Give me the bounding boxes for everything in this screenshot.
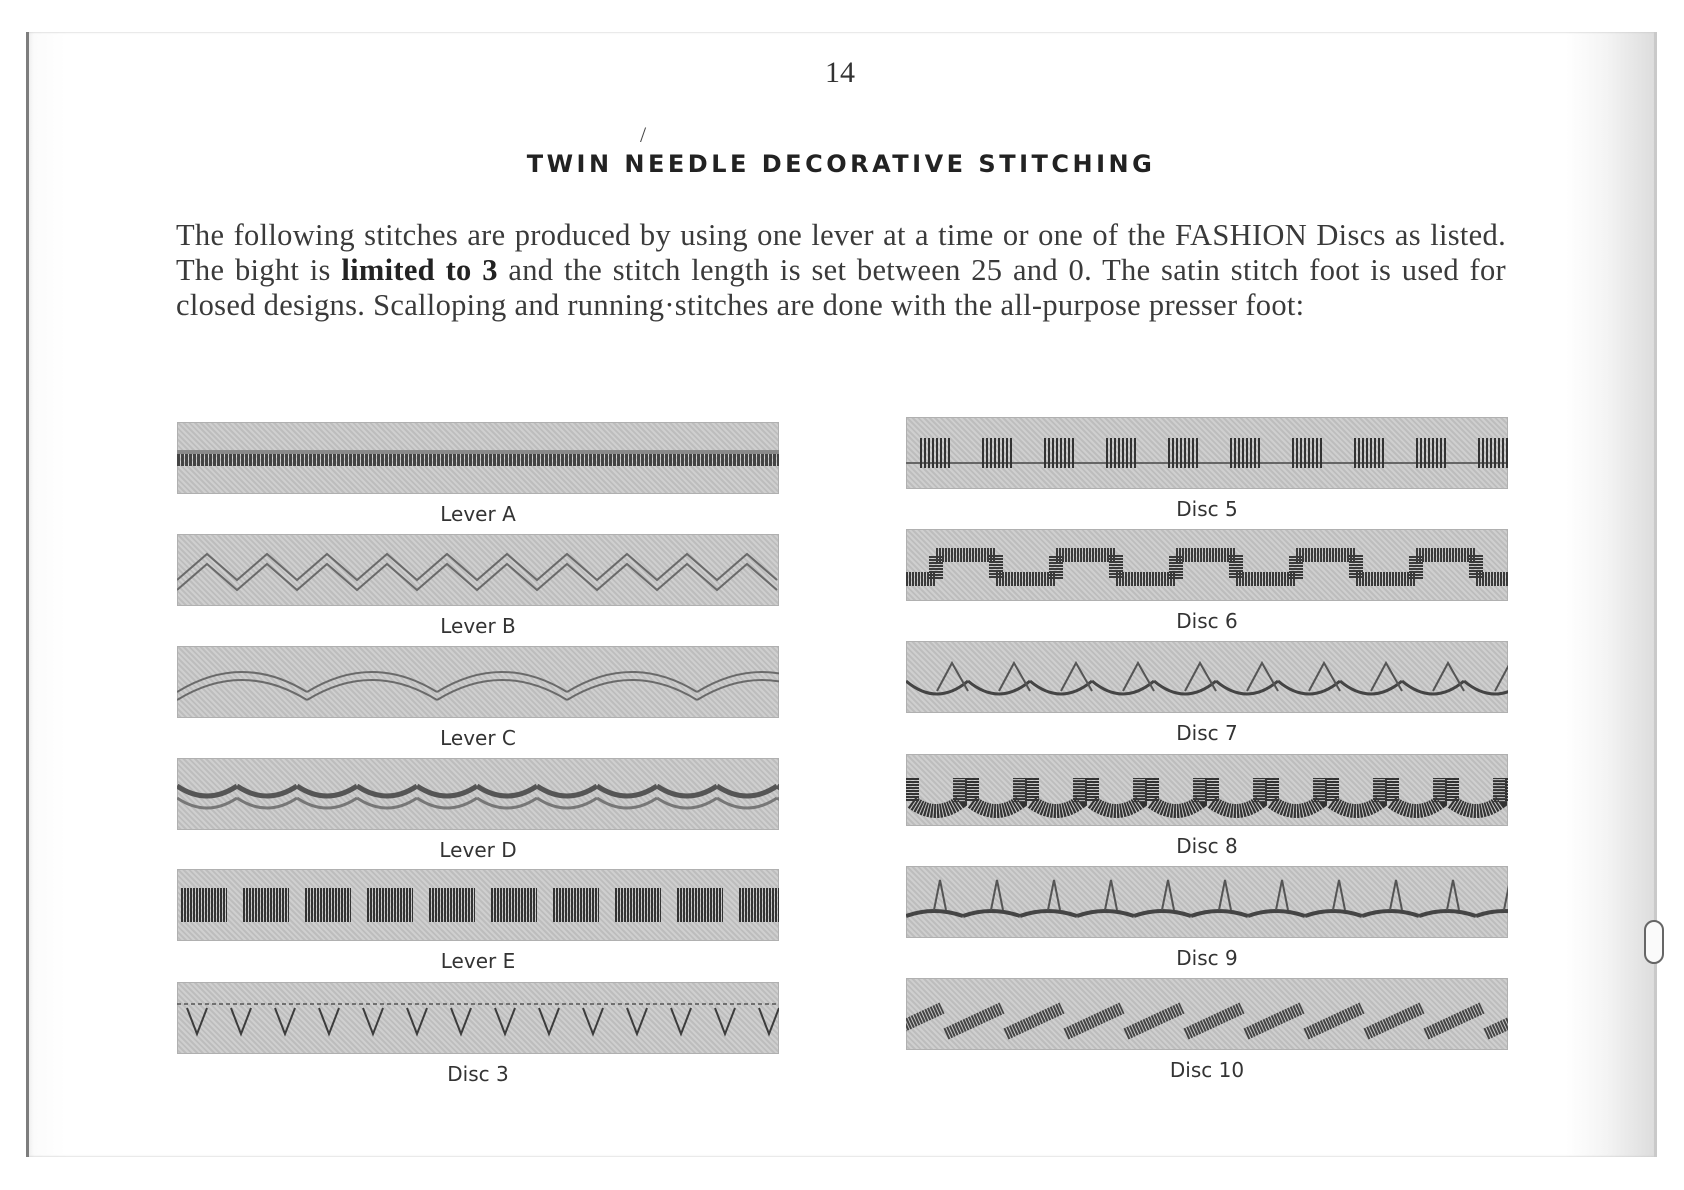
page-number: 14 (825, 56, 855, 89)
stitch-sample (906, 978, 1508, 1082)
stitch-swatch-image (906, 978, 1508, 1050)
stitch-pattern (177, 534, 779, 606)
stitch-label: Lever A (440, 502, 516, 526)
stitch-swatch-image (906, 641, 1508, 713)
stitch-swatch-image (177, 534, 779, 606)
stitch-pattern (906, 754, 1508, 826)
stitch-label: Disc 6 (1176, 609, 1238, 633)
stitch-swatch-image (177, 758, 779, 830)
stitch-swatch-image (906, 866, 1508, 938)
stitch-pattern (906, 641, 1508, 713)
stitch-pattern (177, 982, 779, 1054)
stitch-sample (177, 422, 779, 526)
intro-paragraph (176, 218, 1506, 323)
stitch-swatch-image (906, 417, 1508, 489)
stitch-swatch-image (906, 754, 1508, 826)
page-title: TWIN NEEDLE DECORATIVE STITCHING (526, 150, 1156, 178)
stitch-pattern (177, 646, 779, 718)
stitch-swatch-image (177, 869, 779, 941)
page-edge (1654, 32, 1657, 1157)
stitch-sample (906, 417, 1508, 521)
stitch-label: Disc 9 (1176, 946, 1238, 970)
stitch-label: Lever E (440, 949, 516, 973)
stitch-label: Lever D (439, 838, 517, 862)
stitch-sample (177, 869, 779, 973)
stitch-label: Disc 3 (447, 1062, 509, 1086)
intro-text: The following stitches are produced by using one lever at a time or one of the FASHION Discs as listed. The bight is (176, 218, 1506, 287)
stitch-pattern (177, 422, 779, 494)
stitch-pattern (906, 978, 1508, 1050)
stitch-pattern (177, 758, 779, 830)
stitch-swatch-image (906, 529, 1508, 601)
stitch-swatch-image (177, 982, 779, 1054)
stitch-sample (177, 646, 779, 750)
intro-emphasis: limited to 3 (341, 253, 498, 287)
stitch-label: Disc 8 (1176, 834, 1238, 858)
stitch-pattern (906, 417, 1508, 489)
stitch-label: Lever C (440, 726, 516, 750)
stitch-label: Disc 10 (1169, 1058, 1245, 1082)
stitch-pattern (177, 869, 779, 941)
stitch-label: Lever B (440, 614, 516, 638)
stitch-label: Disc 5 (1176, 497, 1238, 521)
stitch-pattern (906, 529, 1508, 601)
stitch-sample (177, 758, 779, 862)
stitch-label: Disc 7 (1176, 721, 1238, 745)
stitch-swatch-image (177, 422, 779, 494)
stitch-sample (906, 866, 1508, 970)
stitch-pattern (906, 866, 1508, 938)
stitch-sample (906, 754, 1508, 858)
stitch-swatch-image (177, 646, 779, 718)
stitch-sample (906, 529, 1508, 633)
stitch-sample (177, 982, 779, 1086)
binder-clip-icon (1644, 920, 1664, 964)
page-edge (26, 32, 29, 1157)
intro-text: and the stitch length is set between 25 and 0. The satin stitch foot is used for closed designs. Scalloping and running·stitches are done with the all-purpose presser foot: (176, 253, 1507, 322)
pencil-mark-icon: / (640, 122, 647, 147)
stitch-sample (177, 534, 779, 638)
stitch-sample (906, 641, 1508, 745)
